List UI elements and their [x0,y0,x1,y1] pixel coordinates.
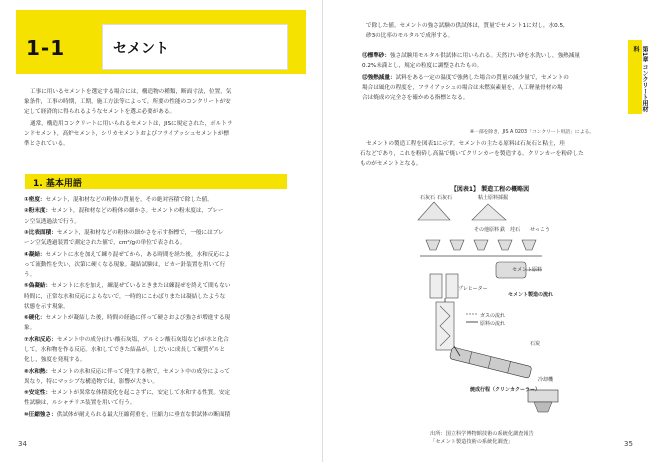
term-line [362,52,580,62]
term-text: 0.2%未満とし，規定の粒度に調整されたもの。 [362,63,483,70]
term-line [24,239,185,249]
process-line: 石などであり，これを粉砕し高温で焼いてクリンカーを製造する。クリンカーを粉砕した [360,151,584,157]
term-text: セメントに水を加えて練り混ぜてから，ある時間を経た後，水和反応によ [45,251,231,258]
term-text: セメントが異常な体積変化を起こさずに，安定して水和する性質。安定 [51,390,231,397]
silo [446,274,458,298]
label-limestone: 石灰石 [420,195,436,201]
section-banner [16,10,306,74]
term-text: 合は焼成の完全さを確かめる指標となる。 [362,95,469,101]
continued-line: 砂3の比率のモルタルで成形する。 [366,33,454,39]
term-line [24,314,230,324]
section-number: 1-1 [26,36,66,60]
term-text: セメントの水和反応に伴って発生する熱で，セメント中の成分によって [51,368,231,375]
term-text: って流動性を失い，次第に硬くなる現象。凝結試験は，ビカー針装置を用いて行 [24,261,226,268]
term-line [24,207,224,217]
label-cooler: 冷却機 [538,377,554,383]
term-line [362,84,563,94]
term-text: ーン空気透過装置で測定された値で，cm²/gの単位で表される。 [24,240,186,247]
term-line [24,229,224,239]
label-gypsum: せっこう [530,227,550,233]
term-text: セメントに水を加え，練混ぜているときまたは練混ぜを終えて間もない [51,283,231,290]
label-other: その他原料 [474,227,500,233]
chapter-tab [628,40,648,114]
term-label: ⑨安定性： [24,390,52,397]
process-line: セメントの製造工程を図表1に示す。セメントの主たる原料は石灰石と粘土，珪 [366,141,565,147]
term-text: 状態を示す現象。 [24,303,69,310]
section-title: セメント [113,41,169,57]
term-line [24,389,230,399]
left-page [0,0,323,462]
term-line [24,293,225,303]
term-text: 化し，強度を発現する。 [24,357,86,364]
term-line [362,94,468,104]
label-sekkai: 石灰石 [437,195,453,201]
term-label: ⑫強熱減量： [362,74,396,81]
term-text: 試料をある一定の温度で強熱した場合の質量の減少量で，セメントの [395,74,569,81]
term-line [24,399,136,409]
term-line [24,303,69,313]
raw-material-hoppers [426,240,536,250]
intro-line: 通常，構造用コンクリートに用いられるセメントは，JISに規定された，ポルトラ [30,121,233,127]
continued-line: で除した値。セメントの強さ試験の供試体は，質量でセメント1に対し，水0.5, [366,23,565,29]
term-text: セメント中の成分(けい酸石灰塩，アルミン酸石灰塩など)が水と化合 [56,336,229,343]
intro-line: 定して経済的に得られるようなセメントを選ぶ必要がある。 [24,109,176,115]
label-preheater: プレヒーター [458,286,488,292]
label-process: セメント製造の流れ [508,292,554,298]
term-line [24,324,35,334]
term-label: ①密度： [24,197,46,203]
term-text: 強さ試験用モルタル供試体に用いられる。天然けい砂を水洗いし，強熱減量 [389,53,580,59]
term-text: セメント，混和材などの粉体の細かさを示す指標で，一般にはブレ [56,230,224,236]
term-label: ⑥硬化： [24,315,46,322]
term-line [24,282,230,292]
page-number-right: 35 [624,440,633,448]
label-kiln: 焼成行程（クリンカクーラー） [470,387,541,393]
term-label: ⑤偽凝結： [24,283,52,290]
figure-source-line: 出所：国立科学博物館技術の系統化調査報告 [430,431,534,437]
term-line [24,336,229,346]
label-ore: 鉄 [500,227,506,233]
term-text: 場合は風化の程度を，フライアッシュの場合は未燃炭素量を，人工軽量骨材の場 [362,84,563,91]
term-label: ③比表面積： [24,230,57,236]
term-line [362,62,482,72]
term-line [24,251,230,261]
chapter-tab-label: 第1章 コンクリート用材料 [632,46,648,113]
term-line [24,378,158,388]
term-text: して，水和物を作る反応。水和してできた結晶が，しだいに成長して硬質ゲルと [24,347,226,353]
term-line [24,271,35,281]
term-label: ⑦水和反応： [24,336,57,343]
term-line [24,346,225,356]
term-text: セメント，混和材などの粉体の細かさ。セメントの粉末度は，ブレー [51,208,224,215]
term-text: う。 [24,272,36,278]
clay-quarry [472,204,506,220]
label-coal: 石炭 [530,341,541,347]
term-line [362,74,569,84]
label-raw-material: セメント原料 [512,267,543,273]
term-text: 時間に，正常な水和反応によらないで，一時的にこわばりまたは凝結したような [24,293,226,300]
subheading: 1. 基本用語 [33,179,82,189]
label-silica: 珪石 [510,227,521,233]
label-clay: 粘土原料採掘 [478,195,509,201]
term-text: 性試験は，ルシャテリエ装置を用いて行う。 [24,400,136,407]
term-text: 象。 [24,325,36,332]
intro-line: 象条件，工事の時期，工期，施工方法等によって，所要の性能のコンクリートが安 [24,99,231,105]
limestone-quarry [418,202,450,220]
rotary-kiln [449,347,531,378]
intro-line: ンドセメント，高炉セメント，シリカセメントおよびフライアッシュセメントが標 [24,131,229,137]
term-label: ⑪標準砂： [362,53,390,59]
label-material-flow: 原料の流れ [480,321,506,327]
term-line [24,261,225,271]
figure-source [430,430,534,446]
term-text: セメントが凝結した後，時間の経過に伴って硬さおよび強さが増進する現 [45,315,231,322]
process-line: ものがセメントとなる。 [360,161,422,167]
term-label: ⑧水和熱： [24,368,52,375]
intro-line: 準とされている。 [24,141,69,147]
term-text: 異なり，特にマッシブな構造物では，影響が大きい。 [24,378,159,385]
term-text: 供試体が耐えられる最大圧縮荷重を，圧縮力に垂直な供試体の断面積 [56,411,231,418]
figure-source-line: 「セメント製造技術の系統化調査」 [430,439,514,445]
term-line [24,196,213,206]
term-label: ④凝結： [24,251,46,258]
term-line [24,356,86,366]
footnote: ※一部を除き，JIS A 0203「コンクリート用語」による。 [470,130,595,135]
label-gas-flow: ガスの流れ [480,313,506,319]
term-label: ⑩圧縮強さ： [24,411,57,418]
subheading-bar [25,174,287,189]
term-label: ②粉末度： [24,208,52,215]
intro-line: 工事に用いるセメントを選定する場合には，構造物の種類，断面寸法，位置，気 [30,89,232,95]
section-title-box [102,24,288,70]
preheater [436,302,454,350]
term-text: セメント，混和材などの粉体の質量を，その絶対容積で除した値。 [45,197,213,203]
term-line [24,411,230,421]
term-text: ン空気透過法で行う。 [24,218,80,225]
term-line [24,368,230,378]
figure-caption: 【図表1】 製造工程の概略図 [450,186,530,193]
term-line [24,218,80,228]
silo [430,274,442,298]
page-number-left: 34 [18,440,27,448]
